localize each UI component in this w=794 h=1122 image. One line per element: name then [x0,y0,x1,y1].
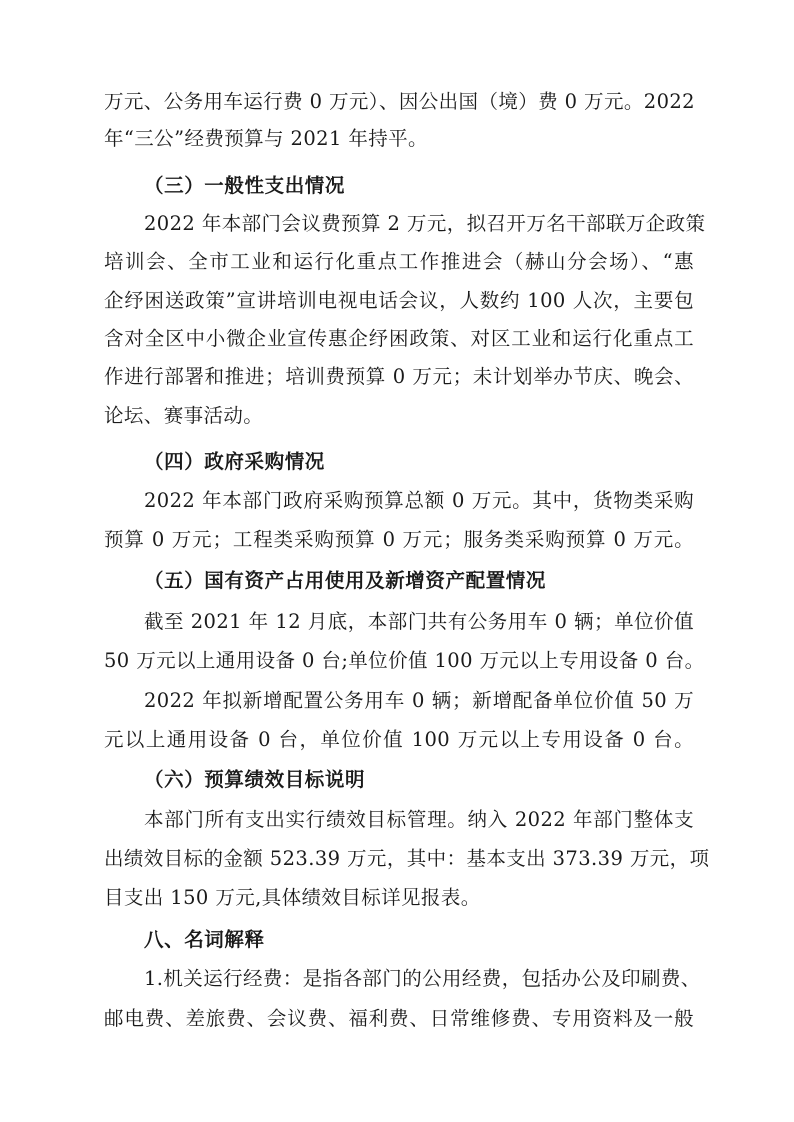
body-text-line: 企纾困送政策”宣讲培训电视电话会议，人数约 100 人次，主要包 [104,289,694,312]
section-heading-state-assets: （五）国有资产占用使用及新增资产配置情况 [144,569,547,592]
body-text-line: 截至 2021 年 12 月底，本部门共有公务用车 0 辆；单位价值 [144,610,694,633]
body-text-line: 万元、公务用车运行费 0 万元）、因公出国（境）费 0 万元。2022 [104,90,695,113]
body-text-line: 邮电费、差旅费、会议费、福利费、日常维修费、专用资料及一般 [104,1007,694,1030]
body-text-line: 元以上通用设备 0 台，单位价值 100 万元以上专用设备 0 台。 [104,728,694,751]
body-text-line: 2022 年本部门政府采购预算总额 0 万元。其中，货物类采购 [144,489,694,512]
body-text-line: 年“三公”经费预算与 2021 年持平。 [104,127,428,150]
body-text-line: 目支出 150 万元,具体绩效目标详见报表。 [104,886,481,909]
body-text-line: 2022 年拟新增配置公务用车 0 辆；新增配备单位价值 50 万 [144,689,694,712]
body-text-line: 论坛、赛事活动。 [104,404,264,427]
body-text-line: 培训会、全市工业和运行化重点工作推进会（赫山分会场）、“惠 [104,250,694,273]
body-text-line: 2022 年本部门会议费预算 2 万元，拟召开万名干部联万企政策 [144,212,706,235]
body-text-line: 1.机关运行经费：是指各部门的公用经费，包括办公及印刷费、 [144,967,701,990]
body-text-line: 50 万元以上通用设备 0 台;单位价值 100 万元以上专用设备 0 台。 [104,649,705,672]
body-text-line: 出绩效目标的金额 523.39 万元，其中：基本支出 373.39 万元，项 [104,847,710,870]
section-heading-government-procurement: （四）政府采购情况 [144,450,325,473]
section-heading-performance-goals: （六）预算绩效目标说明 [144,768,366,791]
body-text-line: 本部门所有支出实行绩效目标管理。纳入 2022 年部门整体支 [144,808,694,831]
body-text-line: 作进行部署和推进；培训费预算 0 万元；未计划举办节庆、晚会、 [104,365,694,388]
body-text-line: 预算 0 万元；工程类采购预算 0 万元；服务类采购预算 0 万元。 [104,528,694,551]
body-text-line: 含对全区中小微企业宣传惠企纾困政策、对区工业和运行化重点工 [104,327,694,350]
section-heading-general-expenditure: （三）一般性支出情况 [144,174,346,197]
section-heading-glossary: 八、名词解释 [144,928,265,951]
